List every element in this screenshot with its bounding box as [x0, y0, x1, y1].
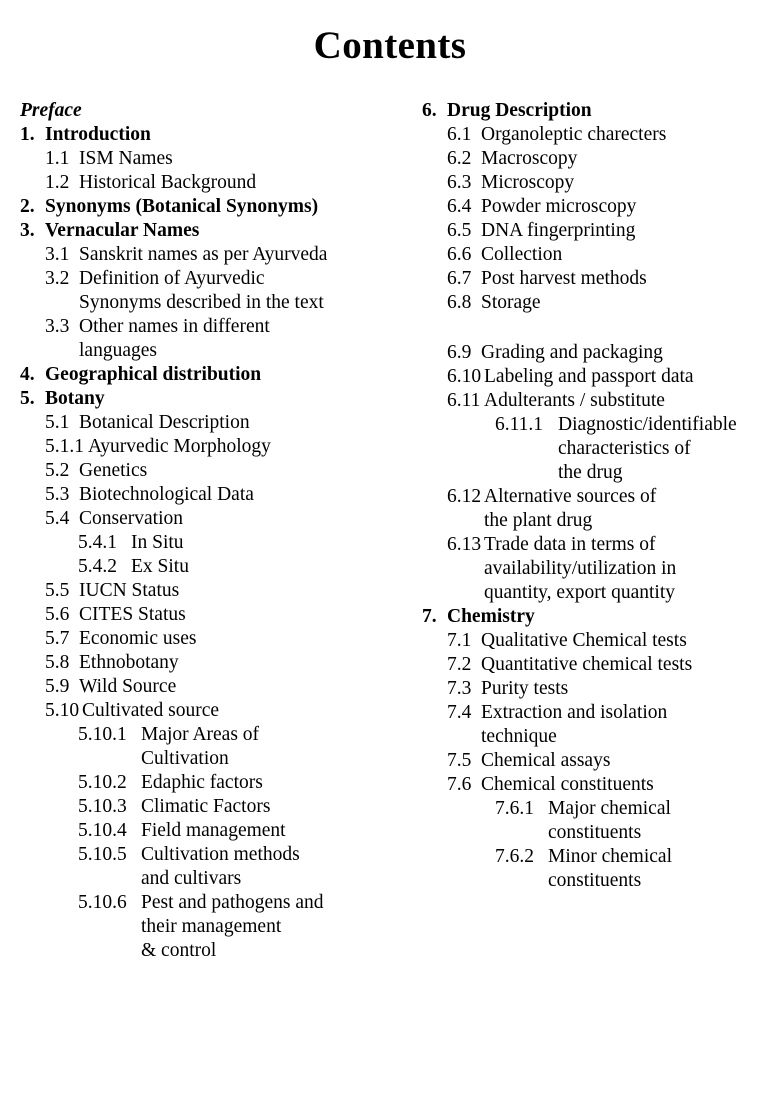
toc-entry[interactable]	[422, 677, 780, 701]
toc-entry-continuation-text: constituents	[548, 870, 642, 891]
toc-entry[interactable]	[20, 171, 402, 195]
toc-entry-continuation-text: technique	[481, 726, 557, 747]
toc-entry[interactable]	[20, 435, 402, 459]
toc-entry[interactable]	[20, 411, 402, 435]
toc-entry-label: Adulterants / substitute	[484, 390, 665, 411]
toc-entry-continuation	[422, 869, 780, 893]
toc-entry[interactable]	[422, 267, 780, 291]
toc-entry[interactable]	[422, 123, 780, 147]
toc-entry[interactable]	[20, 507, 402, 531]
toc-entry-continuation-text: the plant drug	[484, 510, 593, 531]
toc-entry[interactable]	[20, 459, 402, 483]
toc-entry[interactable]	[422, 195, 780, 219]
toc-entry-number: 6.12	[447, 486, 482, 507]
toc-entry-label: Ayurvedic Morphology	[88, 436, 271, 457]
toc-entry-continuation	[422, 461, 780, 485]
toc-entry-number: 6.10	[447, 366, 482, 387]
toc-entry-label: Organoleptic charecters	[481, 124, 667, 145]
toc-entry-label: Edaphic factors	[141, 772, 263, 793]
toc-entry-number: 5.4.2	[78, 556, 117, 577]
toc-entry-label: Synonyms (Botanical Synonyms)	[45, 196, 319, 217]
toc-entry-number: 1.	[20, 124, 35, 145]
toc-entry[interactable]	[20, 483, 402, 507]
toc-entry[interactable]	[422, 845, 780, 869]
toc-entry[interactable]	[20, 603, 402, 627]
toc-entry-label: Cultivation methods	[141, 844, 300, 865]
toc-entry-label: Chemistry	[447, 606, 535, 627]
toc-entry-number: 3.	[20, 220, 35, 241]
toc-entry-continuation-text: availability/utilization in	[484, 558, 677, 579]
toc-entry-label: DNA fingerprinting	[481, 220, 636, 241]
toc-entry-label: Sanskrit names as per Ayurveda	[79, 244, 328, 265]
toc-entry-label: Quantitative chemical tests	[481, 654, 693, 675]
toc-entry-number: 5.3	[45, 484, 70, 505]
toc-entry-number: 7.	[422, 606, 437, 627]
toc-entry-continuation	[20, 939, 402, 963]
toc-entry[interactable]	[20, 699, 402, 723]
toc-entry-number: 3.2	[45, 268, 70, 289]
toc-entry-label: Other names in different	[79, 316, 270, 337]
toc-entry[interactable]	[20, 387, 402, 411]
toc-entry-number: 5.8	[45, 652, 70, 673]
toc-entry-label: Powder microscopy	[481, 196, 637, 217]
toc-entry-number: 3.3	[45, 316, 70, 337]
toc-entry[interactable]	[422, 749, 780, 773]
toc-entry-label: Genetics	[79, 460, 148, 481]
toc-entry-label: Ethnobotany	[79, 652, 179, 673]
toc-entry[interactable]	[20, 147, 402, 171]
toc-entry-label: Ex Situ	[131, 556, 189, 577]
toc-entry-continuation	[422, 557, 780, 581]
toc-entry-number: 6.2	[447, 148, 472, 169]
toc-entry[interactable]	[20, 891, 402, 915]
toc-entry[interactable]	[20, 771, 402, 795]
toc-entry-number: 3.1	[45, 244, 70, 265]
toc-entry[interactable]	[422, 605, 780, 629]
toc-entry-number: 6.9	[447, 342, 472, 363]
toc-entry[interactable]	[422, 171, 780, 195]
toc-entry-label: Geographical distribution	[45, 364, 262, 385]
toc-entry-continuation	[422, 821, 780, 845]
toc-entry[interactable]	[422, 533, 780, 557]
toc-entry[interactable]	[20, 843, 402, 867]
toc-entry-label: IUCN Status	[79, 580, 180, 601]
toc-entry-label: Introduction	[45, 124, 151, 145]
toc-entry-continuation-text: Cultivation	[141, 748, 229, 769]
toc-entry[interactable]	[20, 723, 402, 747]
toc-entry-label: Chemical assays	[481, 750, 611, 771]
toc-entry-label: Storage	[481, 292, 541, 313]
toc-entry-number: 4.	[20, 364, 35, 385]
page-title: Contents	[313, 24, 467, 67]
toc-entry[interactable]	[422, 243, 780, 267]
toc-column-left	[20, 99, 402, 963]
toc-entry-number: 6.6	[447, 244, 472, 265]
toc-entry-label: Preface	[20, 100, 82, 121]
toc-entry-number: 6.4	[447, 196, 472, 217]
toc-entry-number: 6.	[422, 100, 437, 121]
toc-entry-number: 5.10.6	[78, 892, 127, 913]
toc-entry[interactable]	[20, 315, 402, 339]
toc-entry[interactable]	[422, 653, 780, 677]
toc-entry[interactable]	[20, 531, 402, 555]
toc-entry[interactable]	[20, 123, 402, 147]
toc-entry-number: 5.	[20, 388, 35, 409]
toc-entry[interactable]	[422, 99, 780, 123]
toc-entry-number: 5.5	[45, 580, 70, 601]
toc-entry-label: Purity tests	[481, 678, 569, 699]
toc-entry[interactable]	[422, 773, 780, 797]
toc-entry-continuation	[20, 867, 402, 891]
toc-entry-label: Post harvest methods	[481, 268, 647, 289]
toc-entry[interactable]	[20, 675, 402, 699]
toc-entry[interactable]	[422, 485, 780, 509]
toc-entry-number: 7.4	[447, 702, 472, 723]
toc-entry-number: 2.	[20, 196, 35, 217]
toc-entry-label: Trade data in terms of	[484, 534, 656, 555]
toc-entry-label: Pest and pathogens and	[141, 892, 324, 913]
toc-entry-number: 5.7	[45, 628, 70, 649]
toc-entry-label: Field management	[141, 820, 286, 841]
toc-entry-number: 5.10	[45, 700, 80, 721]
toc-entry-number: 7.6	[447, 774, 472, 795]
toc-entry-label: Definition of Ayurvedic	[79, 268, 265, 289]
toc-entry[interactable]	[422, 389, 780, 413]
toc-entry[interactable]	[422, 629, 780, 653]
toc-entry-number: 7.6.1	[495, 798, 534, 819]
toc-entry-label: Botany	[45, 388, 105, 409]
toc-entry[interactable]	[20, 555, 402, 579]
toc-entry-continuation-text: Synonyms described in the text	[79, 292, 324, 313]
toc-entry-label: Collection	[481, 244, 563, 265]
toc-entry-number: 5.10.3	[78, 796, 127, 817]
toc-entry-continuation-text: the drug	[558, 462, 623, 483]
toc-column-right	[422, 99, 780, 893]
toc-entry-label: Extraction and isolation	[481, 702, 668, 723]
toc-entry-number: 6.8	[447, 292, 472, 313]
toc-entry[interactable]	[20, 195, 402, 219]
toc-entry[interactable]	[422, 701, 780, 725]
toc-entry-number: 1.1	[45, 148, 70, 169]
toc-entry-number: 7.5	[447, 750, 472, 771]
toc-entry-label: Economic uses	[79, 628, 197, 649]
toc-entry-label: Vernacular Names	[45, 220, 200, 241]
toc-entry-number: 6.3	[447, 172, 472, 193]
toc-entry-label: Historical Background	[79, 172, 257, 193]
toc-entry[interactable]	[20, 819, 402, 843]
toc-entry-label: Qualitative Chemical tests	[481, 630, 687, 651]
toc-entry-continuation	[20, 291, 402, 315]
toc-entry-label: Major Areas of	[141, 724, 260, 745]
spacer	[422, 315, 780, 341]
toc-entry-continuation-text: quantity, export quantity	[484, 582, 675, 603]
toc-entry-continuation-text: & control	[141, 940, 217, 961]
toc-entry-label: Grading and packaging	[481, 342, 663, 363]
toc-entry-label: Macroscopy	[481, 148, 578, 169]
toc-entry-label: Cultivated source	[82, 700, 220, 721]
toc-entry[interactable]	[422, 413, 780, 437]
toc-entry-number: 7.2	[447, 654, 472, 675]
toc-entry-label: Microscopy	[481, 172, 575, 193]
toc-entry-number: 7.1	[447, 630, 472, 651]
toc-entry-preface[interactable]	[20, 99, 402, 123]
toc-entry-number: 6.1	[447, 124, 472, 145]
toc-entry-number: 5.6	[45, 604, 70, 625]
toc-entry[interactable]	[20, 627, 402, 651]
toc-entry-continuation	[422, 581, 780, 605]
toc-entry-number: 7.6.2	[495, 846, 534, 867]
toc-entry-number: 5.10.2	[78, 772, 127, 793]
toc-entry-number: 5.1.1	[45, 436, 84, 457]
toc-entry[interactable]	[422, 341, 780, 365]
toc-entry-label: Botanical Description	[79, 412, 250, 433]
toc-entry[interactable]	[20, 243, 402, 267]
toc-entry-label: In Situ	[131, 532, 184, 553]
toc-entry-continuation-text: languages	[79, 340, 157, 361]
toc-entry[interactable]	[20, 363, 402, 387]
toc-entry-continuation	[422, 509, 780, 533]
toc-entry[interactable]	[20, 267, 402, 291]
toc-entry-number: 6.11.1	[495, 414, 544, 435]
toc-entry-number: 5.4.1	[78, 532, 117, 553]
toc-entry-label: CITES Status	[79, 604, 186, 625]
toc-entry-continuation	[20, 747, 402, 771]
toc-entry-number: 6.7	[447, 268, 472, 289]
toc-entry-number: 5.4	[45, 508, 70, 529]
toc-entry-label: Biotechnological Data	[79, 484, 254, 505]
toc-entry[interactable]	[422, 797, 780, 821]
toc-entry[interactable]	[20, 219, 402, 243]
toc-entry-label: ISM Names	[79, 148, 173, 169]
toc-entry-label: Wild Source	[79, 676, 177, 697]
toc-entry-number: 5.2	[45, 460, 70, 481]
toc-entry-number: 6.11	[447, 390, 481, 411]
toc-entry-number: 5.10.1	[78, 724, 127, 745]
toc-entry-number: 5.9	[45, 676, 70, 697]
toc-entry-number: 5.1	[45, 412, 70, 433]
toc-entry-number: 7.3	[447, 678, 472, 699]
toc-entry-continuation-text: characteristics of	[558, 438, 691, 459]
toc-entry-label: Climatic Factors	[141, 796, 271, 817]
toc-entry-number: 1.2	[45, 172, 70, 193]
toc-entry-continuation	[20, 915, 402, 939]
toc-entry[interactable]	[20, 579, 402, 603]
toc-entry-label: Conservation	[79, 508, 183, 529]
toc-entry-label: Major chemical	[548, 798, 671, 819]
toc-entry-label: Drug Description	[447, 100, 592, 121]
toc-entry-continuation	[422, 437, 780, 461]
toc-entry-continuation-text: their management	[141, 916, 282, 937]
toc-entry-label: Chemical constituents	[481, 774, 654, 795]
toc-entry[interactable]	[422, 291, 780, 315]
toc-entry[interactable]	[20, 651, 402, 675]
toc-entry-number: 5.10.5	[78, 844, 127, 865]
toc-entry-continuation-text: constituents	[548, 822, 642, 843]
toc-entry-label: Labeling and passport data	[484, 366, 694, 387]
toc-entry[interactable]	[422, 365, 780, 389]
toc-entry[interactable]	[20, 795, 402, 819]
toc-entry-label: Diagnostic/identifiable	[558, 414, 737, 435]
toc-entry-number: 6.5	[447, 220, 472, 241]
toc-entry-number: 6.13	[447, 534, 482, 555]
toc-entry[interactable]	[422, 219, 780, 243]
toc-entry-continuation	[20, 339, 402, 363]
toc-entry-continuation	[422, 725, 780, 749]
toc-entry-number: 5.10.4	[78, 820, 127, 841]
toc-entry[interactable]	[422, 147, 780, 171]
toc-entry-continuation-text: and cultivars	[141, 868, 242, 889]
toc-entry-label: Minor chemical	[548, 846, 672, 867]
toc-entry-label: Alternative sources of	[484, 486, 657, 507]
